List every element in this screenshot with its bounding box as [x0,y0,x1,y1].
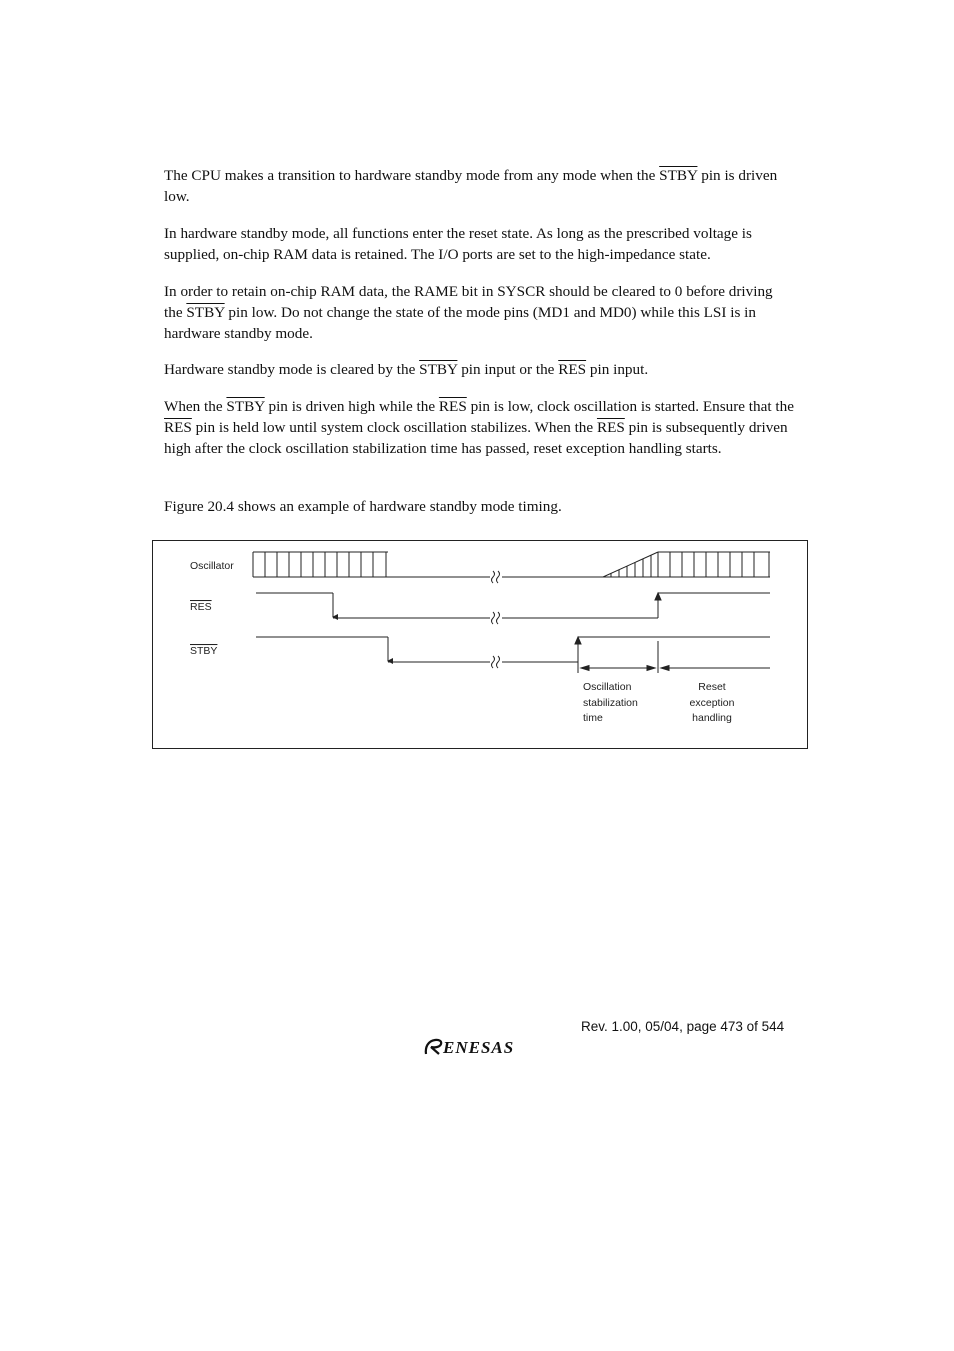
res-waveform [256,593,770,624]
svg-text:Oscillation: Oscillation [583,681,632,693]
stby-waveform [256,637,770,668]
paragraph-standby-clear: Hardware standby mode is cleared by the STBY pin input or the $\overline{RES}$ pin input. [164,361,649,378]
interval-markers [578,641,770,673]
paragraph-standby-state: In hardware standby mode, all functions enter the reset state. As long as the prescribed voltage is supplied, on-chip RAM data is retained. The I/O ports are set to the high-impedance state. [164,225,752,263]
svg-text:Reset: Reset [698,681,726,693]
res-signal-name: $\overline{RES}$ [558,361,587,378]
res-signal-name: $\overline{RES}$ [438,398,467,415]
stby-signal-name: STBY [186,304,225,321]
svg-text:exception: exception [689,697,735,709]
res-signal-name: $\overline{RES}$ [164,419,192,436]
res-label: RES [190,601,212,613]
timing-diagram [152,540,808,749]
res-signal-name: $\overline{RES}$ [596,419,625,436]
svg-text:stabilization: stabilization [583,697,638,709]
stby-label: STBY [190,645,218,657]
svg-text:handling: handling [692,712,732,724]
paragraph-ram-retention: In order to retain on-chip RAM data, the RAME bit in SYSCR should be cleared to 0 before driving the STBY pin low. Do not change the state of the mode pins (MD1 and MD0) while this LSI is in hardware standby mode. [164,283,773,342]
stby-signal-name: STBY [659,167,698,184]
stby-signal-name: STBY [419,361,458,378]
paragraph-standby-transition: The CPU makes a transition to hardware standby mode from any mode when the STBY pin is driven low. [164,167,778,205]
oscillator-label: Oscillator [190,560,234,572]
page-footer-info: Rev. 1.00, 05/04, page 473 of 544 [581,1019,785,1034]
osc-stabilization-note [583,681,638,724]
paragraph-oscillation-start: When the STBY pin is driven high while the $\overline{RES}$ pin is low, clock oscillation is started. Ensure that the $\overline{RES}$ pin is held low until system clock oscillation stabilizes. When the $\overline{RES}$ pin is subsequently driven high after the clock oscillation stabilization time has passed, reset exception handling starts. [164,398,794,457]
renesas-logo [423,1035,543,1064]
svg-text:ENESAS: ENESAS [443,1038,515,1057]
svg-text:time: time [583,712,603,724]
oscillator-waveform [253,552,770,583]
stby-signal-name: STBY [226,398,265,415]
reset-exception-note [690,681,735,724]
paragraph-figure-reference: Figure 20.4 shows an example of hardware standby mode timing. [164,498,562,515]
